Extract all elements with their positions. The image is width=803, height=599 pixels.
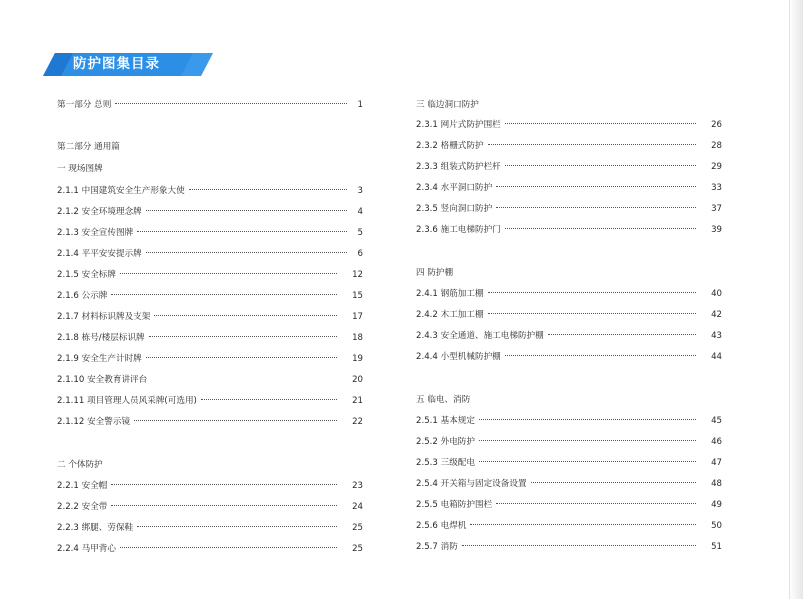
toc-entry[interactable] [57, 480, 363, 492]
toc-page-number: 49 [711, 500, 722, 510]
toc-page-number: 42 [711, 310, 722, 320]
toc-page-number: 43 [711, 331, 722, 341]
toc-entry[interactable] [57, 248, 363, 260]
toc-entry-label: 2.5.5 电箱防护围栏 [416, 500, 493, 510]
dot-leader [146, 252, 347, 253]
dot-leader [496, 207, 696, 208]
dot-leader [120, 273, 337, 274]
section-heading: 三 临边洞口防护 [416, 100, 479, 110]
toc-page-number: 51 [711, 542, 722, 552]
toc-entry[interactable] [57, 416, 363, 428]
toc-page-number: 37 [711, 204, 722, 214]
toc-page-number: 19 [352, 354, 363, 364]
toc-page-number: 12 [352, 270, 363, 280]
dot-leader [154, 315, 337, 316]
dot-leader [120, 547, 337, 548]
toc-entry-label: 2.1.5 安全标牌 [57, 270, 116, 280]
toc-entry-label: 2.1.10 安全教育讲评台 [57, 375, 148, 385]
toc-entry-label: 2.3.3 组装式防护栏杆 [416, 162, 501, 172]
toc-entry-label: 2.4.4 小型机械防护棚 [416, 352, 501, 362]
toc-entry-label: 2.5.4 开关箱与固定设备设置 [416, 479, 527, 489]
toc-entry[interactable] [416, 161, 722, 173]
toc-entry-label: 2.5.7 消防 [416, 542, 458, 552]
toc-entry[interactable] [57, 522, 363, 534]
title-banner [43, 53, 213, 76]
dot-leader [496, 503, 696, 504]
toc-page-number: 21 [352, 396, 363, 406]
toc-entry-label: 2.5.1 基本规定 [416, 416, 475, 426]
toc-entry-label: 2.1.6 公示牌 [57, 291, 108, 301]
toc-entry-label: 2.4.3 安全通道、施工电梯防护棚 [416, 331, 544, 341]
dot-leader [488, 292, 696, 293]
toc-entry[interactable] [57, 501, 363, 513]
toc-entry-label: 2.1.12 安全警示镜 [57, 417, 131, 427]
dot-leader [149, 336, 337, 337]
toc-page-number: 17 [352, 312, 363, 322]
toc-entry[interactable] [416, 478, 722, 490]
toc-entry-label: 2.1.1 中国建筑安全生产形象大使 [57, 186, 185, 196]
toc-page-number: 39 [711, 225, 722, 235]
toc-entry[interactable] [416, 119, 722, 131]
toc-entry-label: 2.3.5 竖向洞口防护 [416, 204, 493, 214]
toc-entry-label: 2.1.9 安全生产计时牌 [57, 354, 142, 364]
toc-page-number: 48 [711, 479, 722, 489]
toc-page-number: 4 [357, 207, 363, 217]
toc-entry[interactable] [57, 206, 363, 218]
toc-entry-label: 2.4.2 木工加工棚 [416, 310, 484, 320]
toc-entry-label: 2.5.6 电焊机 [416, 521, 467, 531]
toc-entry-label: 2.4.1 钢筋加工棚 [416, 289, 484, 299]
dot-leader [496, 186, 696, 187]
toc-page-number: 1 [357, 100, 363, 110]
toc-entry-label: 2.2.4 马甲背心 [57, 544, 116, 554]
toc-entry-label: 2.3.6 施工电梯防护门 [416, 225, 501, 235]
toc-entry[interactable] [57, 227, 363, 239]
dot-leader [189, 189, 347, 190]
toc-entry[interactable] [57, 374, 363, 386]
toc-entry[interactable] [57, 290, 363, 302]
toc-entry-part1[interactable] [57, 99, 363, 111]
toc-entry[interactable] [416, 330, 722, 342]
toc-page-number: 45 [711, 416, 722, 426]
toc-entry-label: 2.1.4 平平安安提示牌 [57, 249, 142, 259]
dot-leader [201, 399, 337, 400]
part2-heading: 第二部分 通用篇 [57, 142, 120, 152]
dot-leader [479, 419, 696, 420]
toc-page-number: 25 [352, 544, 363, 554]
toc-entry-label: 2.3.2 格栅式防护 [416, 141, 484, 151]
dot-leader [531, 482, 696, 483]
dot-leader [115, 103, 347, 104]
toc-entry[interactable] [416, 309, 722, 321]
dot-leader [505, 123, 696, 124]
dot-leader [137, 526, 337, 527]
toc-page-number: 15 [352, 291, 363, 301]
toc-entry[interactable] [416, 140, 722, 152]
dot-leader [505, 355, 696, 356]
toc-entry-label: 2.3.4 水平洞口防护 [416, 183, 493, 193]
dot-leader [505, 228, 696, 229]
section-heading: 四 防护棚 [416, 268, 454, 278]
toc-entry[interactable] [57, 311, 363, 323]
toc-entry[interactable] [57, 185, 363, 197]
toc-entry[interactable] [416, 436, 722, 448]
toc-entry[interactable] [416, 203, 722, 215]
dot-leader [479, 440, 696, 441]
toc-page-number: 40 [711, 289, 722, 299]
toc-entry[interactable] [416, 415, 722, 427]
toc-entry-label: 2.1.8 栋号/楼层标识牌 [57, 333, 145, 343]
toc-page-number: 47 [711, 458, 722, 468]
toc-page-number: 28 [711, 141, 722, 151]
dot-leader [479, 461, 696, 462]
toc-page-number: 50 [711, 521, 722, 531]
toc-entry[interactable] [416, 288, 722, 300]
dot-leader [488, 313, 696, 314]
toc-page-number: 24 [352, 502, 363, 512]
dot-leader [470, 524, 696, 525]
toc-entry[interactable] [416, 224, 722, 236]
page-edge-shadow [789, 0, 803, 599]
toc-entry-label: 2.5.3 三级配电 [416, 458, 475, 468]
dot-leader [462, 545, 696, 546]
dot-leader [488, 144, 696, 145]
section-heading: 一 现场图牌 [57, 164, 103, 174]
dot-leader [137, 231, 347, 232]
toc-entry[interactable] [416, 182, 722, 194]
toc-page-number: 46 [711, 437, 722, 447]
toc-entry[interactable] [416, 499, 722, 511]
toc-page-number: 6 [357, 249, 363, 259]
toc-entry[interactable] [416, 541, 722, 553]
toc-entry-label: 2.2.3 绑腿、劳保鞋 [57, 523, 134, 533]
toc-entry-label: 2.1.2 安全环境理念牌 [57, 207, 142, 217]
toc-page-number: 26 [711, 120, 722, 130]
toc-page-number: 18 [352, 333, 363, 343]
dot-leader [111, 484, 337, 485]
toc-entry[interactable] [57, 543, 363, 555]
dot-leader [111, 505, 337, 506]
toc-page-number: 29 [711, 162, 722, 172]
toc-entry[interactable] [416, 520, 722, 532]
dot-leader [146, 210, 347, 211]
toc-entry[interactable] [57, 269, 363, 281]
dot-leader [146, 357, 337, 358]
toc-entry-label: 2.5.2 外电防护 [416, 437, 475, 447]
toc-entry-label: 2.1.11 项目管理人员风采牌(可选用) [57, 396, 197, 406]
toc-page-number: 22 [352, 417, 363, 427]
toc-page-number: 3 [357, 186, 363, 196]
toc-page-number: 33 [711, 183, 722, 193]
toc-entry-label: 第一部分 总则 [57, 100, 112, 110]
toc-entry-label: 2.1.3 安全宣传图牌 [57, 228, 134, 238]
toc-page-number: 5 [357, 228, 363, 238]
toc-entry-label: 2.1.7 材料标识牌及支架 [57, 312, 151, 322]
page-edge-line [789, 0, 790, 599]
toc-page-number: 44 [711, 352, 722, 362]
toc-page-number: 23 [352, 481, 363, 491]
section-heading: 五 临电、消防 [416, 395, 471, 405]
toc-entry-label: 2.3.1 网片式防护围栏 [416, 120, 501, 130]
page-title: 防护图集目录 [73, 56, 160, 72]
section-heading: 二 个体防护 [57, 460, 103, 470]
dot-leader [111, 294, 337, 295]
toc-page-number: 20 [352, 375, 363, 385]
dot-leader [505, 165, 696, 166]
toc-entry-label: 2.2.2 安全带 [57, 502, 108, 512]
toc-entry-label: 2.2.1 安全帽 [57, 481, 108, 491]
toc-entry[interactable] [416, 351, 722, 363]
toc-entry[interactable] [57, 395, 363, 407]
dot-leader [134, 420, 337, 421]
toc-page-number: 25 [352, 523, 363, 533]
toc-entry[interactable] [57, 353, 363, 365]
toc-entry[interactable] [57, 332, 363, 344]
toc-entry[interactable] [416, 457, 722, 469]
dot-leader [548, 334, 696, 335]
